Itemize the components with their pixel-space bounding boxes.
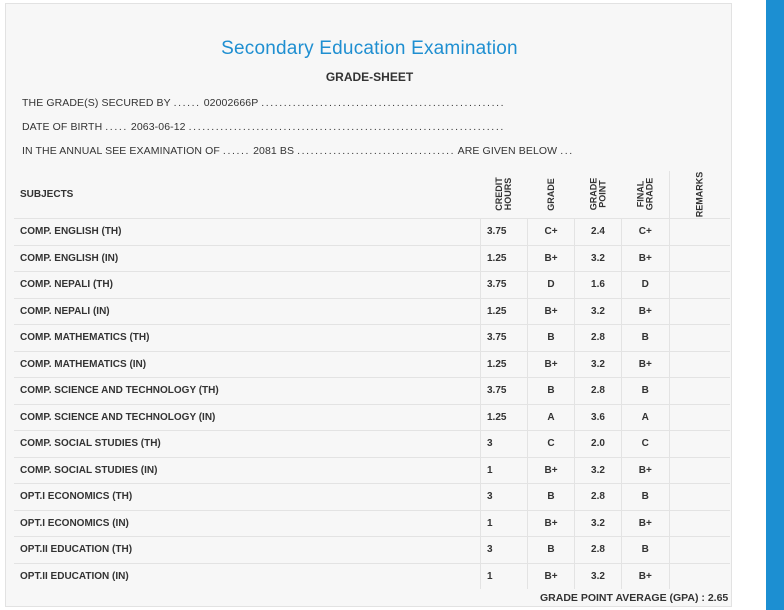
credit-hours-header: CREDIT HOURS <box>494 177 513 211</box>
subject-cell: COMP. MATHEMATICS (IN) <box>14 351 481 378</box>
grade-cell: B+ <box>528 245 575 272</box>
remarks-header: REMARKS <box>669 171 730 219</box>
remarks-cell <box>669 325 730 352</box>
credit-cell: 1.25 <box>481 245 528 272</box>
subject-cell: OPT.I ECONOMICS (IN) <box>14 510 481 537</box>
table-row <box>14 484 730 511</box>
final-grade-cell: D <box>622 272 670 299</box>
table-row <box>14 510 730 537</box>
exam-year: 2081 BS <box>253 145 295 157</box>
final-grade-header: FINAL GRADE <box>634 177 654 211</box>
credit-cell: 3.75 <box>481 325 528 352</box>
table-row <box>14 563 730 589</box>
grade-cell: C <box>528 431 575 458</box>
remarks-cell <box>669 457 730 484</box>
scrollbar-track[interactable] <box>766 0 784 610</box>
grade-cell: B <box>528 537 575 564</box>
credit-cell: 3 <box>481 537 528 564</box>
final-grade-cell: B <box>622 484 670 511</box>
credit-cell: 1 <box>481 563 528 589</box>
subject-cell: OPT.II EDUCATION (TH) <box>14 537 481 564</box>
table-row <box>14 537 730 564</box>
table-row <box>14 351 730 378</box>
point-cell: 3.2 <box>575 245 622 272</box>
remarks-cell <box>669 351 730 378</box>
sheet-subtitle: GRADE-SHEET <box>325 70 414 84</box>
table-row <box>14 457 730 484</box>
credit-cell: 3.75 <box>481 272 528 299</box>
grade-cell: B <box>528 378 575 405</box>
subject-cell: COMP. ENGLISH (IN) <box>14 245 481 272</box>
grade-sheet-panel <box>5 3 732 607</box>
final-grade-cell: C+ <box>622 219 670 246</box>
point-cell: 3.2 <box>575 298 622 325</box>
gpa-label: GRADE POINT AVERAGE (GPA) : <box>540 592 705 604</box>
credit-cell: 1.25 <box>481 298 528 325</box>
remarks-cell <box>669 219 730 246</box>
dob-line: DATE OF BIRTH ..... 2063-06-12 ...................................................................... <box>22 121 505 133</box>
grade-cell: B <box>528 484 575 511</box>
credit-cell: 1 <box>481 510 528 537</box>
point-cell: 1.6 <box>575 272 622 299</box>
final-grade-cell: B <box>622 378 670 405</box>
exam-title: Secondary Education Examination <box>221 38 518 59</box>
point-cell: 3.2 <box>575 510 622 537</box>
symbol-number: 02002666P <box>203 97 259 109</box>
table-header-row <box>14 171 730 219</box>
grade-cell: B+ <box>528 298 575 325</box>
subject-cell: COMP. SOCIAL STUDIES (IN) <box>14 457 481 484</box>
credit-cell: 3 <box>481 431 528 458</box>
point-cell: 3.2 <box>575 563 622 589</box>
final-grade-cell: B+ <box>622 351 670 378</box>
point-cell: 2.8 <box>575 484 622 511</box>
point-cell: 2.4 <box>575 219 622 246</box>
final-grade-cell: B+ <box>622 457 670 484</box>
table-row <box>14 298 730 325</box>
grade-cell: B <box>528 325 575 352</box>
grade-cell: A <box>528 404 575 431</box>
grade-cell: D <box>528 272 575 299</box>
subject-cell: COMP. SCIENCE AND TECHNOLOGY (TH) <box>14 378 481 405</box>
subject-cell: COMP. NEPALI (IN) <box>14 298 481 325</box>
credit-cell: 1.25 <box>481 404 528 431</box>
dob-value: 2063-06-12 <box>130 121 186 133</box>
point-cell: 2.8 <box>575 378 622 405</box>
secured-by-label: THE GRADE(S) SECURED BY <box>22 97 171 109</box>
grade-header: GRADE <box>545 178 556 211</box>
table-row <box>14 245 730 272</box>
grades-table <box>14 171 730 589</box>
remarks-cell <box>669 404 730 431</box>
grade-cell: B+ <box>528 510 575 537</box>
point-cell: 2.8 <box>575 325 622 352</box>
table-row <box>14 431 730 458</box>
table-row <box>14 219 730 246</box>
subjects-header: SUBJECTS <box>20 189 74 200</box>
subject-cell: OPT.I ECONOMICS (TH) <box>14 484 481 511</box>
table-row <box>14 272 730 299</box>
page-gap <box>732 0 766 610</box>
remarks-cell <box>669 431 730 458</box>
remarks-cell <box>669 563 730 589</box>
credit-cell: 1.25 <box>481 351 528 378</box>
credit-cell: 1 <box>481 457 528 484</box>
remarks-cell <box>669 298 730 325</box>
grade-point-header: GRADE POINT <box>587 177 607 211</box>
table-row <box>14 325 730 352</box>
final-grade-cell: B <box>622 537 670 564</box>
credit-cell: 3.75 <box>481 219 528 246</box>
table-row <box>14 404 730 431</box>
secured-by-line: THE GRADE(S) SECURED BY ...... 02002666P ...................................................... <box>22 97 506 109</box>
exam-line: IN THE ANNUAL SEE EXAMINATION OF ...... 2081 BS ................................... ARE GIVEN BELOW ... <box>22 145 574 157</box>
remarks-cell <box>669 378 730 405</box>
final-grade-cell: B <box>622 325 670 352</box>
table-row <box>14 378 730 405</box>
point-cell: 3.6 <box>575 404 622 431</box>
point-cell: 3.2 <box>575 457 622 484</box>
final-grade-cell: B+ <box>622 510 670 537</box>
subject-cell: COMP. ENGLISH (TH) <box>14 219 481 246</box>
remarks-cell <box>669 272 730 299</box>
final-grade-cell: B+ <box>622 563 670 589</box>
subject-cell: OPT.II EDUCATION (IN) <box>14 563 481 589</box>
subject-cell: COMP. NEPALI (TH) <box>14 272 481 299</box>
point-cell: 3.2 <box>575 351 622 378</box>
gpa-line <box>540 592 728 604</box>
remarks-cell <box>669 484 730 511</box>
remarks-cell <box>669 537 730 564</box>
credit-cell: 3.75 <box>481 378 528 405</box>
final-grade-cell: A <box>622 404 670 431</box>
grade-cell: B+ <box>528 563 575 589</box>
grade-cell: C+ <box>528 219 575 246</box>
subject-cell: COMP. MATHEMATICS (TH) <box>14 325 481 352</box>
remarks-cell <box>669 245 730 272</box>
remarks-cell <box>669 510 730 537</box>
dob-label: DATE OF BIRTH <box>22 121 103 133</box>
grade-cell: B+ <box>528 457 575 484</box>
subject-cell: COMP. SCIENCE AND TECHNOLOGY (IN) <box>14 404 481 431</box>
final-grade-cell: C <box>622 431 670 458</box>
final-grade-cell: B+ <box>622 298 670 325</box>
credit-cell: 3 <box>481 484 528 511</box>
point-cell: 2.0 <box>575 431 622 458</box>
grade-cell: B+ <box>528 351 575 378</box>
subject-cell: COMP. SOCIAL STUDIES (TH) <box>14 431 481 458</box>
exam-label: IN THE ANNUAL SEE EXAMINATION OF <box>22 145 220 157</box>
point-cell: 2.8 <box>575 537 622 564</box>
given-below-label: ARE GIVEN BELOW <box>457 145 558 157</box>
final-grade-cell: B+ <box>622 245 670 272</box>
gpa-value: 2.65 <box>707 592 729 604</box>
